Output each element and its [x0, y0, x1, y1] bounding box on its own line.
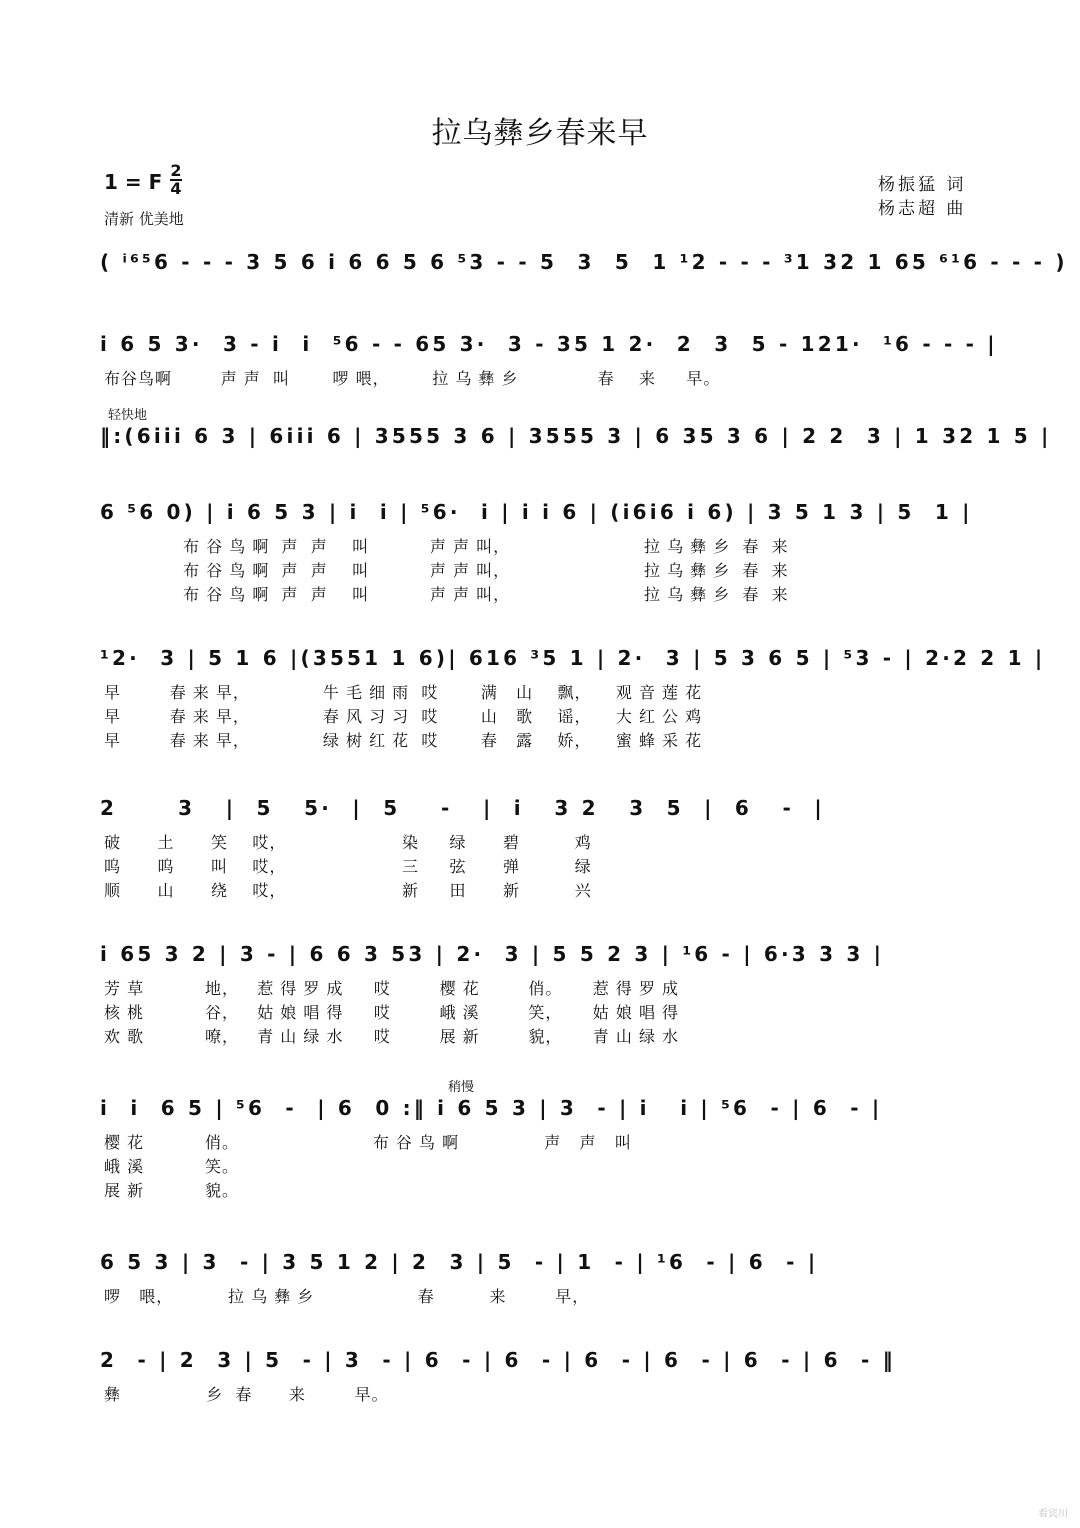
score-system	[100, 332, 998, 422]
notation-line: ¹2· 3 | 5 1 6 |(3551 1 6)| 616 ³5 1 | 2· 3 | 5 3 6 5 | ⁵3 - | 2·2 2 1 |	[100, 646, 1046, 670]
expression-marking: 轻快地	[108, 408, 148, 423]
meter-top: 2	[170, 161, 182, 180]
score-system	[100, 1250, 980, 1340]
lyric-line: 核 桃 谷， 姑 娘 唱 得 哎 峨 溪 笑， 姑 娘 唱 得	[104, 1003, 680, 1022]
lyric-line: 布 谷 鸟 啊 声 声 叫 声 声 叫， 拉 乌 彝 乡 春 来	[104, 537, 789, 556]
lyricist-credit: 杨振猛 词	[878, 175, 967, 195]
composer-credit: 杨志超 曲	[878, 199, 967, 219]
notation-line: ‖:(6iii 6 3 | 6iii 6 | 3555 3 6 | 3555 3 | 6 35 3 6 | 2 2 3 | 1 32 1 5 |	[100, 424, 1052, 448]
page-title: 拉乌彝乡春来早	[431, 116, 649, 151]
lyric-line: 早 春 来 早， 绿 树 红 花 哎 春 露 娇， 蜜 蜂 采 花	[104, 731, 703, 750]
score-system	[100, 1080, 980, 1200]
lyric-line: 樱 花 俏。 布 谷 鸟 啊 声 声 叫	[104, 1133, 632, 1152]
lyric-line: 峨 溪 笑。	[104, 1157, 239, 1176]
lyric-line: 展 新 貌。	[104, 1181, 239, 1200]
notation-line: i 65 3 2 | 3 - | 6 6 3 53 | 2· 3 | 5 5 2 3 | ¹6 - | 6·3 3 3 |	[100, 942, 885, 966]
lyric-line: 破 土 笑 哎， 染 绿 碧 鸡	[104, 833, 592, 852]
notation-line: 6 ⁵6 0) | i 6 5 3 | i i | ⁵6· i | i i 6 | (i6i6 i 6) | 3 5 1 3 | 5 1 |	[100, 500, 973, 524]
notation-line: i i 6 5 | ⁵6 - | 6 0 :‖ i 6 5 3 | 3 - | i i | ⁵6 - | 6 - |	[100, 1096, 883, 1120]
lyric-line: 啰 喂， 拉 乌 彝 乡 春 来 早，	[104, 1287, 590, 1306]
expression-marking: 稍慢	[448, 1080, 475, 1095]
time-signature	[170, 161, 182, 198]
score-system	[100, 500, 980, 604]
lyric-line: 布 谷 鸟 啊 声 声 叫 声 声 叫， 拉 乌 彝 乡 春 来	[104, 585, 789, 604]
notation-line: ( ⁱ⁶⁵6 - - - 3 5 6 i 6 6 5 6 ⁵3 - - 5 3 5 1 ¹2 - - - ³1 32 1 65 ⁶¹6 - - - )	[100, 250, 1068, 274]
lyric-line: 早 春 来 早， 春 风 习 习 哎 山 歌 谣， 大 红 公 鸡	[104, 707, 703, 726]
lyric-line: 布谷鸟啊 声 声 叫 啰 喂， 拉 乌 彝 乡 春 来 早。	[104, 369, 721, 388]
lyric-line: 呜 呜 叫 哎， 三 弦 弹 绿	[104, 857, 592, 876]
lyric-line: 早 春 来 早， 牛 毛 细 雨 哎 满 山 飘， 观 音 莲 花	[104, 683, 703, 702]
lyric-line: 欢 歌 嘹， 青 山 绿 水 哎 展 新 貌， 青 山 绿 水	[104, 1027, 680, 1046]
notation-line: 2 3 | 5 5· | 5 - | i 3 2 3 5 | 6 - |	[100, 796, 825, 820]
key-signature: 1 = F	[104, 170, 163, 194]
lyric-line: 顺 山 绕 哎， 新 田 新 兴	[104, 881, 592, 900]
score-system	[100, 646, 1046, 750]
score-system	[100, 796, 980, 900]
score-system	[100, 250, 1068, 340]
score-system	[100, 1348, 980, 1438]
tempo-marking: 清新 优美地	[104, 210, 184, 228]
watermark: 看宾川	[1038, 1509, 1068, 1520]
notation-line: 2 - | 2 3 | 5 - | 3 - | 6 - | 6 - | 6 - | 6 - | 6 - | 6 - ‖	[100, 1348, 896, 1372]
lyric-line: 芳 草 地， 惹 得 罗 成 哎 樱 花 俏。 惹 得 罗 成	[104, 979, 680, 998]
notation-line: i 6 5 3· 3 - i i ⁵6 - - 65 3· 3 - 35 1 2· 2 3 5 - 121· ¹6 - - - |	[100, 332, 998, 356]
score-system	[100, 942, 980, 1046]
lyric-line: 布 谷 鸟 啊 声 声 叫 声 声 叫， 拉 乌 彝 乡 春 来	[104, 561, 789, 580]
meter-bottom: 4	[170, 179, 182, 198]
lyric-line: 彝 乡 春 来 早。	[104, 1385, 389, 1404]
notation-line: 6 5 3 | 3 - | 3 5 1 2 | 2 3 | 5 - | 1 - | ¹6 - | 6 - |	[100, 1250, 819, 1274]
